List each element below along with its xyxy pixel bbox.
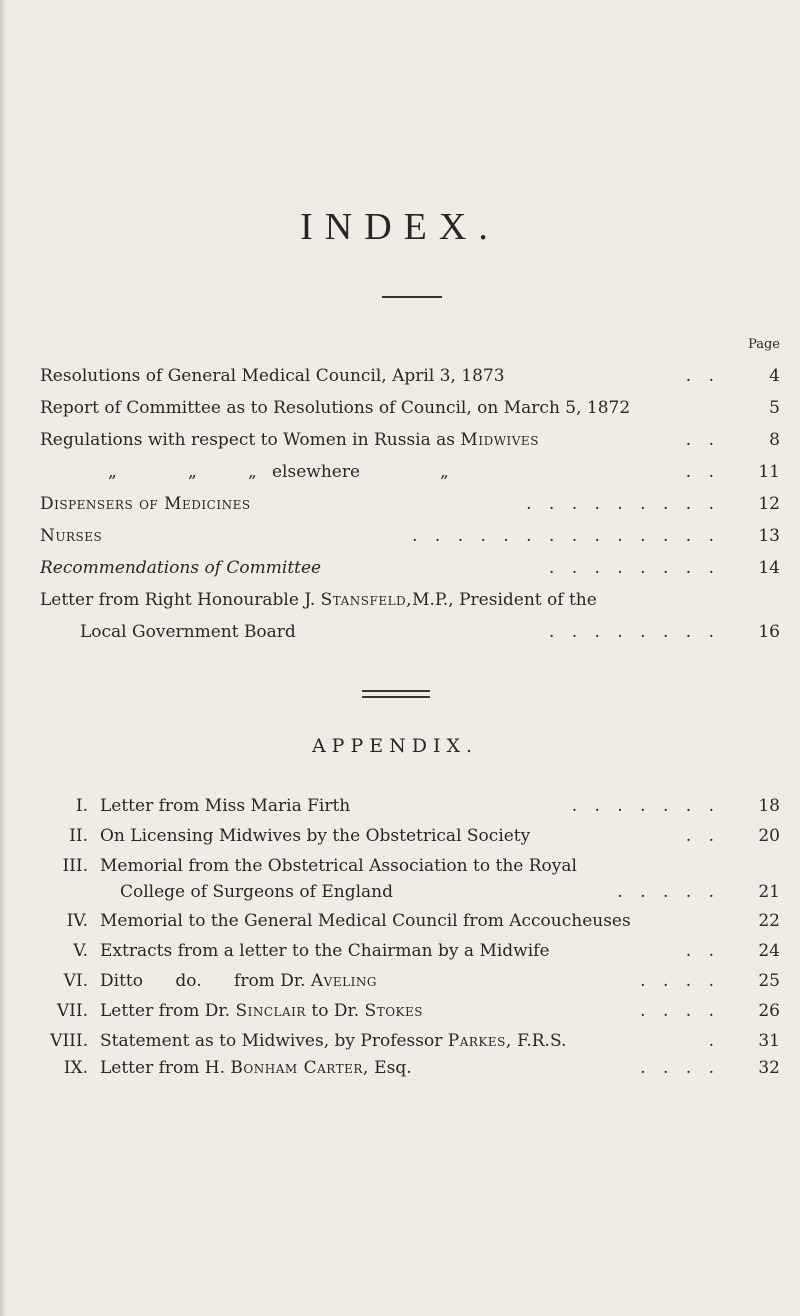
leader-dots: . . bbox=[685, 826, 720, 846]
leader-dots: . . . . . . . . bbox=[548, 558, 720, 578]
entry-text: Local Government Board bbox=[80, 622, 296, 642]
appendix-item bbox=[40, 996, 780, 1026]
leader-dots: . . . . . . . . bbox=[548, 622, 720, 642]
entry-text: Report of Committee as to Resolutions of Council, on March 5, 1872 bbox=[40, 398, 631, 418]
item-number: II. bbox=[69, 826, 88, 846]
index-entry-continuation bbox=[80, 616, 780, 648]
entry-text: Letter from Right Honourable J. Stansfeld,M.P., President of the bbox=[40, 590, 597, 610]
leader-dots: . . bbox=[685, 941, 720, 961]
appendix-item bbox=[40, 1053, 780, 1083]
item-number: V. bbox=[73, 941, 88, 961]
item-text: College of Surgeons of England bbox=[120, 882, 394, 902]
item-number: I. bbox=[75, 796, 88, 816]
entry-text: Recommendations of Committee bbox=[40, 558, 322, 578]
item-page: 31 bbox=[758, 1031, 780, 1051]
index-entry bbox=[40, 424, 780, 456]
entry-text: Resolutions of General Medical Council, April 3, 1873 bbox=[40, 366, 505, 386]
item-text: Memorial from the Obstetrical Association to the Royal bbox=[100, 856, 577, 876]
entry-text: elsewhere bbox=[272, 462, 361, 482]
appendix-item bbox=[40, 936, 780, 966]
ditto-mark: „ bbox=[188, 462, 197, 482]
entry-page: 13 bbox=[758, 526, 780, 546]
item-text: Ditto do. from Dr. Aveling bbox=[100, 971, 377, 991]
item-number: VIII. bbox=[50, 1031, 88, 1051]
appendix-item-continuation bbox=[40, 877, 780, 907]
appendix-item bbox=[40, 906, 780, 936]
leader-dots: . . . . . . . . . bbox=[526, 494, 720, 514]
item-number: VII. bbox=[56, 1001, 88, 1021]
item-page: 26 bbox=[758, 1001, 780, 1021]
leader-dots: . . bbox=[685, 430, 720, 450]
item-page: 32 bbox=[758, 1058, 780, 1078]
ditto-mark: „ bbox=[440, 462, 449, 482]
appendix-item bbox=[40, 966, 780, 996]
index-entry bbox=[40, 488, 780, 520]
leader-dots: . . . . bbox=[640, 971, 720, 991]
leader-dots: . . . . bbox=[640, 1001, 720, 1021]
title-rule bbox=[382, 296, 442, 298]
item-page: 24 bbox=[758, 941, 780, 961]
item-text: Letter from Miss Maria Firth bbox=[100, 796, 351, 816]
item-text: On Licensing Midwives by the Obstetrical Society bbox=[100, 826, 531, 846]
leader-dots: . . . . . . . bbox=[571, 796, 720, 816]
entry-page: 8 bbox=[769, 430, 780, 450]
item-number: III. bbox=[62, 856, 88, 876]
entry-text: Dispensers of Medicines bbox=[40, 494, 251, 514]
index-entry bbox=[40, 456, 780, 488]
item-page: 18 bbox=[758, 796, 780, 816]
item-page: 20 bbox=[758, 826, 780, 846]
entry-page: 12 bbox=[758, 494, 780, 514]
item-text: Letter from H. Bonham Carter, Esq. bbox=[100, 1058, 412, 1078]
appendix-item bbox=[40, 791, 780, 821]
index-entry bbox=[40, 552, 780, 584]
item-page: 22 bbox=[758, 911, 780, 931]
leader-dots: . . . . . . . . . . . . . . bbox=[412, 526, 720, 546]
entry-page: 5 bbox=[769, 398, 780, 418]
index-title: INDEX. bbox=[300, 206, 500, 248]
item-text: Memorial to the General Medical Council from Accoucheuses bbox=[100, 911, 631, 931]
ditto-mark: „ bbox=[108, 462, 117, 482]
item-number: VI. bbox=[63, 971, 88, 991]
entry-page: 16 bbox=[758, 622, 780, 642]
item-text: Letter from Dr. Sinclair to Dr. Stokes bbox=[100, 1001, 423, 1021]
entry-page: 11 bbox=[758, 462, 780, 482]
item-text: Extracts from a letter to the Chairman by a Midwife bbox=[100, 941, 550, 961]
page-column-header: Page bbox=[748, 337, 780, 352]
index-entry bbox=[40, 392, 780, 424]
item-number: IX. bbox=[63, 1058, 88, 1078]
index-entry bbox=[40, 520, 780, 552]
item-page: 21 bbox=[758, 882, 780, 902]
leader-dots: . . . . bbox=[640, 1058, 720, 1078]
appendix-item bbox=[40, 821, 780, 851]
index-entry bbox=[40, 360, 780, 392]
leader-dots: . bbox=[708, 1031, 720, 1051]
appendix-title: APPENDIX. bbox=[311, 735, 479, 757]
appendix-item bbox=[40, 1026, 780, 1056]
leader-dots: . . bbox=[685, 462, 720, 482]
item-text: Statement as to Midwives, by Professor Parkes, F.R.S. bbox=[100, 1031, 567, 1051]
ditto-mark: „ bbox=[248, 462, 257, 482]
item-number: IV. bbox=[66, 911, 88, 931]
entry-text: Nurses bbox=[40, 526, 103, 546]
entry-page: 4 bbox=[769, 366, 780, 386]
index-entry bbox=[40, 584, 780, 616]
entry-text: Regulations with respect to Women in Russia as Midwives bbox=[40, 430, 539, 450]
section-double-rule bbox=[362, 690, 430, 698]
page-edge-shadow bbox=[0, 0, 6, 1316]
entry-page: 14 bbox=[758, 558, 780, 578]
item-page: 25 bbox=[758, 971, 780, 991]
leader-dots: . . . . . bbox=[617, 882, 720, 902]
leader-dots: . . bbox=[685, 366, 720, 386]
